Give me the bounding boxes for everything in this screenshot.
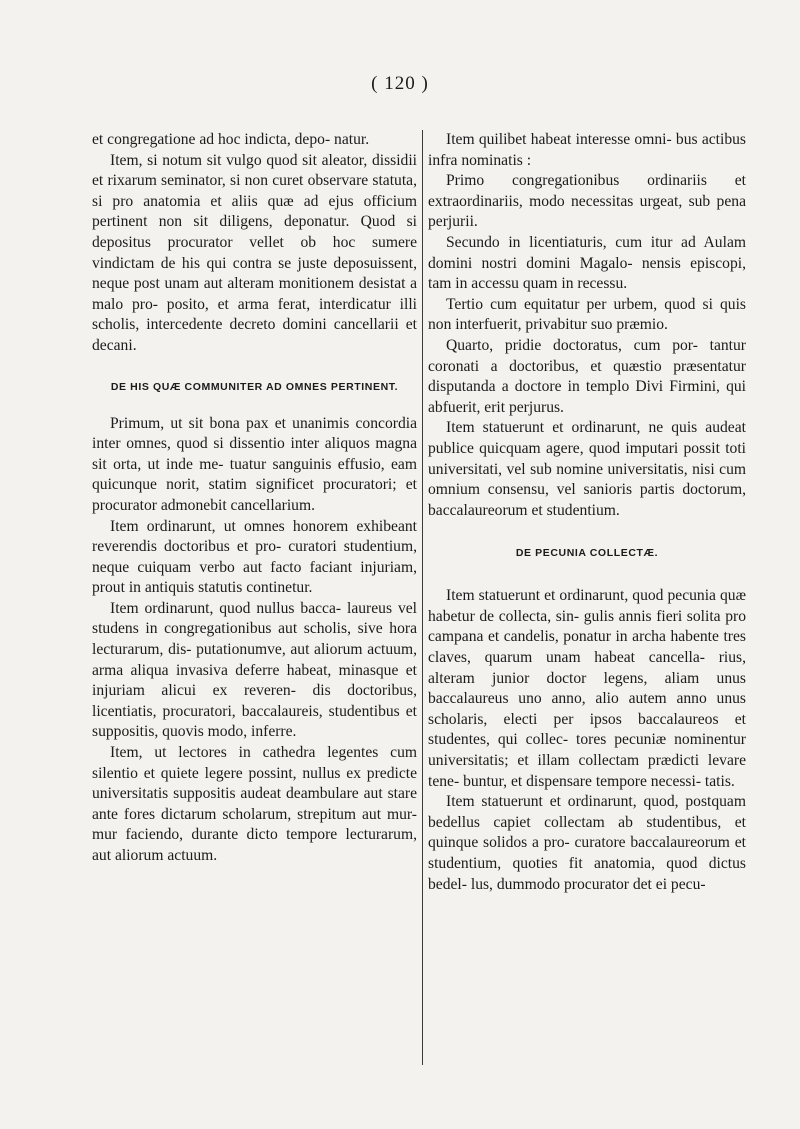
paragraph: et congregatione ad hoc indicta, depo- natur. bbox=[92, 131, 370, 148]
paragraph: Item statuerunt et ordinarunt, quod pecunia quæ habetur de collecta, sin- gulis annis fieri solita pro campana et candelis, ponatur in archa habente tres claves, quarum unam habeat cancella- rius, alteram junior doctor legens, aliam unus baccalaureus uno anno, alio autem anno unus scholaris, electi per ipsos baccalaureos et studentes, qui collec- tores pecuniæ nominentur universitatis; et illam collectam prædicti levare tene- buntur, et dispensare tempore necessi- tatis. bbox=[428, 587, 746, 790]
paragraph: Primo congregationibus ordinariis et extraordinariis, modo necessitas urgeat, sub pena perjurii. bbox=[428, 172, 746, 231]
paragraph: Quarto, pridie doctoratus, cum por- tantur coronati a doctoribus, et quæstio præsentatur disputanda a doctore in templo Divi Firmini, qui abfuerit, erit perjurus. bbox=[428, 336, 746, 416]
paragraph: Item quilibet habeat interesse omni- bus actibus infra nominatis : bbox=[428, 131, 746, 169]
paragraph: Item ordinarunt, quod nullus bacca- laureus vel studens in congregationibus aut scholis, sive hora lecturarum, dis- putationumve, aut aliorum actuum, arma aliqua invasiva deferre habeat, minasque et injuriam alicui ex reveren- dis doctoribus, licentiatis, procuratori, baccalaureis, studentibus et suppositis, quovis modo, inferre. bbox=[92, 599, 417, 741]
paragraph: Item statuerunt et ordinarunt, ne quis audeat publice quicquam agere, quod imputari possit toti universitati, vel sub nomine universitatis, nisi cum omnium consensu, vel sanioris partis doctorum, baccalaureorum et studentium. bbox=[428, 419, 746, 519]
paragraph: Item, si notum sit vulgo quod sit aleator, dissidii et rixarum seminator, si non curet observare statuta, si pro anatomia et aliis quæ ad ejus officium pertinent non sit diligens, deponatur. Quod si depositus procurator vellet ob hoc sumere vindictam de his qui contra se juste deposuissent, neque post unam aut alteram monitionem desistat a malo pro- posito, et arma ferat, interdicatur illi scholis, intercedente decreto domini cancellarii et decani. bbox=[92, 151, 417, 354]
paragraph: Item, ut lectores in cathedra legentes cum silentio et quiete legere possint, nullus ex predicte universitatis suppositis audeat deambulare aut stare ante fores dictarum scholarum, strepitum aut mur- mur faciendo, durante dicto tempore lecturarum, aut aliorum actuum. bbox=[92, 744, 417, 864]
paragraph: Secundo in licentiaturis, cum itur ad Aulam domini nostri domini Magalo- nensis episcopi, tam in accessu quam in recessu. bbox=[428, 233, 746, 293]
section-heading: DE HIS QUÆ COMMUNITER AD OMNES PERTINENT. bbox=[110, 380, 399, 393]
paragraph: Item statuerunt et ordinarunt, quod, postquam bedellus capiet collectam ab studentibus, et quinque solidos a pro- curatore baccalaureorum et studentium, quoties fit anatomia, quod dictus bedel- lus, dummodo procurator det ei pecu- bbox=[428, 793, 746, 893]
paragraph: Primum, ut sit bona pax et unanimis concordia inter omnes, quod si dissentio inter aliquos magna sit orta, ut inde me- tuatur sanguinis effusio, eam quicunque norit, statim significet procuratori; et procurator admonebit cancellarium. bbox=[92, 414, 417, 514]
section-heading: DE PECUNIA COLLECTÆ. bbox=[515, 547, 659, 560]
left-column bbox=[92, 130, 417, 867]
paragraph: Item ordinarunt, ut omnes honorem exhibeant reverendis doctoribus et pro- curatori studentium, neque cuiquam verbo aut facto faciant injuriam, prout in antiquis statutis continetur. bbox=[92, 517, 417, 597]
column-divider bbox=[422, 130, 423, 1065]
paragraph: Tertio cum equitatur per urbem, quod si quis non interfuerit, privabitur suo præmio. bbox=[428, 295, 746, 334]
right-column bbox=[428, 130, 746, 895]
page-number: ( 120 ) bbox=[371, 73, 429, 94]
